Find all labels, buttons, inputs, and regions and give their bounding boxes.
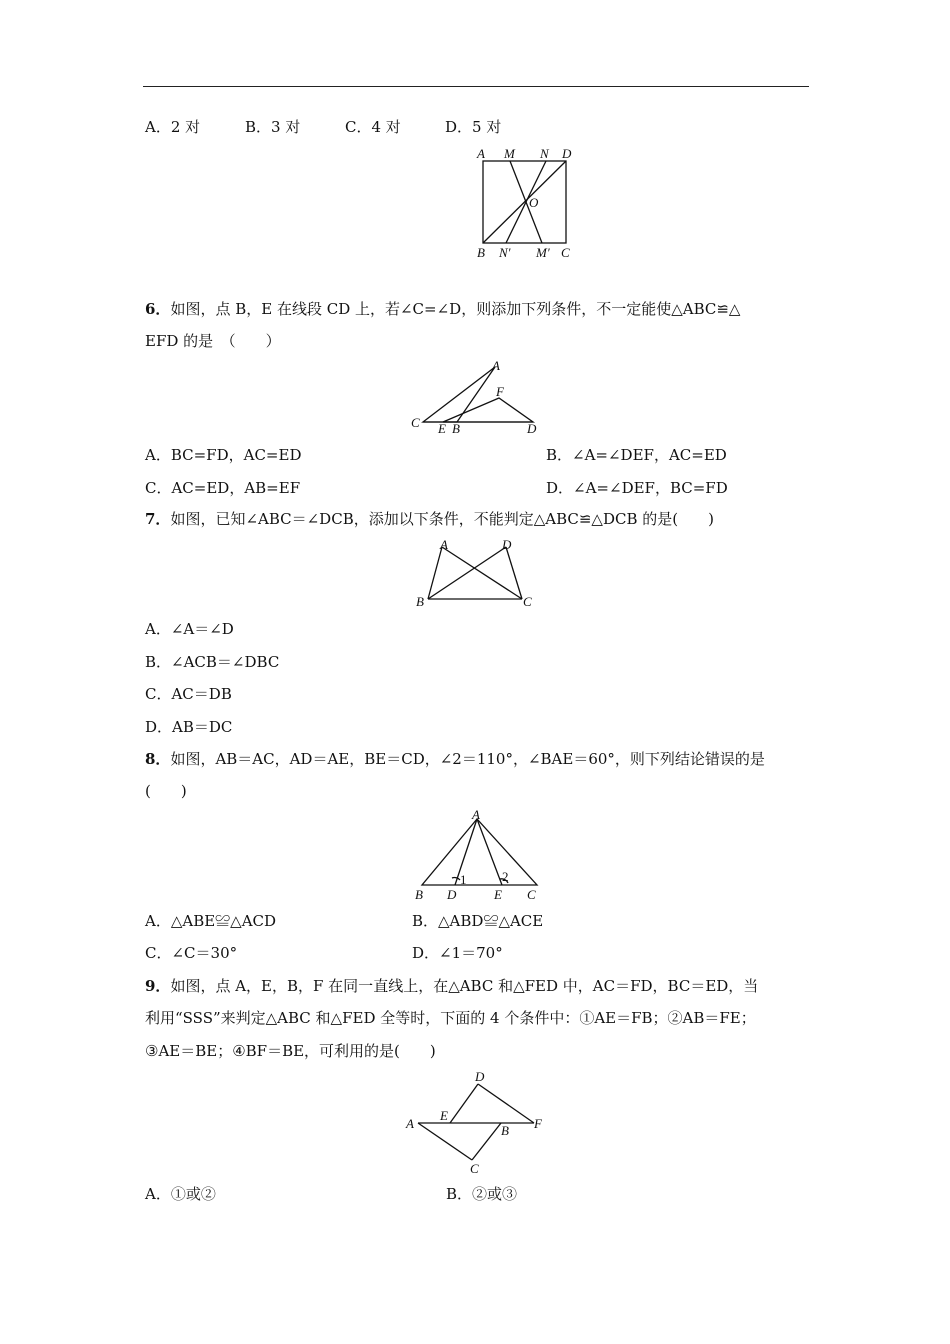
angle-1-arc xyxy=(452,877,460,880)
q8-option-b: B．△ABD≌△ACE xyxy=(412,912,544,930)
q6-stem-line1: 如图，点 B，E 在线段 CD 上，若∠C=∠D，则添加下列条件，不一定能使△ABC≌△ xyxy=(170,300,741,318)
label-e: E xyxy=(438,421,446,436)
q6-stem-line2: EFD 的是 （ ） xyxy=(145,332,281,350)
q6-triangle-figure xyxy=(405,355,555,440)
segment-ac xyxy=(442,547,522,599)
q8-stem xyxy=(145,749,765,769)
label-c: C xyxy=(411,415,420,430)
q5-option-c: C．4 对 xyxy=(345,118,401,136)
label-a: A xyxy=(472,807,480,822)
label-d: D xyxy=(527,421,537,436)
label-b: B xyxy=(415,887,423,902)
label-e: E xyxy=(440,1108,448,1123)
q6-option-b: B．∠A=∠DEF，AC=ED xyxy=(546,446,727,464)
q8-number: 8． xyxy=(145,750,171,768)
segment-ae xyxy=(477,819,502,885)
label-a: A xyxy=(440,537,448,552)
q5-option-a: A．2 对 xyxy=(145,118,201,136)
q7-stem-line1: 如图，已知∠ABC＝∠DCB，添加以下条件，不能判定△ABC≌△DCB 的是( ) xyxy=(170,510,714,528)
header-rule xyxy=(143,86,809,87)
q6-stem xyxy=(145,299,740,319)
q9-stem-line1: 如图，点 A，E，B，F 在同一直线上，在△ABC 和△FED 中，AC＝FD，BC＝ED，当 xyxy=(170,977,759,995)
q7-option-d: D．AB＝DC xyxy=(145,718,233,736)
label-m-prime: M′ xyxy=(536,245,550,260)
label-b: B xyxy=(477,245,485,260)
triangle-efd xyxy=(443,398,533,422)
segment-dc xyxy=(506,547,522,599)
triangle-abc xyxy=(422,819,537,885)
q9-option-a: A．①或② xyxy=(145,1185,216,1203)
label-n: N xyxy=(540,146,549,161)
label-c: C xyxy=(523,594,532,609)
label-f: F xyxy=(496,384,504,399)
label-o: O xyxy=(529,195,539,210)
label-b: B xyxy=(452,421,460,436)
q7-number: 7． xyxy=(145,510,171,528)
segment-ac xyxy=(418,1123,472,1160)
q5-square-figure xyxy=(470,143,580,263)
q6-option-a: A．BC=FD，AC=ED xyxy=(145,446,302,464)
q8-stem-line2: ( ) xyxy=(145,782,187,800)
label-m: M xyxy=(504,146,515,161)
q7-quadrilateral-figure xyxy=(410,535,540,613)
q6-option-d: D．∠A=∠DEF，BC=FD xyxy=(546,479,728,497)
q9-number: 9． xyxy=(145,977,171,995)
segment-ed xyxy=(450,1084,478,1123)
label-a: A xyxy=(406,1116,414,1131)
q9-parallelogram-figure xyxy=(400,1065,560,1180)
q8-option-a: A．△ABE≌△ACD xyxy=(145,912,277,930)
label-b: B xyxy=(416,594,424,609)
label-e: E xyxy=(494,887,502,902)
q7-stem xyxy=(145,509,714,529)
q7-option-b: B．∠ACB＝∠DBC xyxy=(145,653,280,671)
q6-number: 6． xyxy=(145,300,171,318)
label-f: F xyxy=(534,1116,542,1131)
label-c: C xyxy=(561,245,570,260)
q9-stem-line2: 利用“SSS”来判定△ABC 和△FED 全等时，下面的 4 个条件中：①AE＝FB；②AB＝FE； xyxy=(145,1009,756,1027)
segment-df xyxy=(478,1084,534,1123)
segment-nn xyxy=(506,161,546,243)
triangle-abc xyxy=(423,367,495,422)
q5-option-d: D．5 对 xyxy=(445,118,502,136)
label-a: A xyxy=(477,146,485,161)
q8-triangle-figure xyxy=(405,805,555,905)
q5-option-b: B．3 对 xyxy=(245,118,301,136)
label-b: B xyxy=(501,1123,509,1138)
label-angle-2: 2 xyxy=(502,869,509,884)
segment-cb xyxy=(472,1123,501,1160)
label-d: D xyxy=(447,887,457,902)
label-a: A xyxy=(492,358,500,373)
label-c: C xyxy=(527,887,536,902)
q8-option-c: C．∠C＝30° xyxy=(145,944,238,962)
q9-stem xyxy=(145,976,758,996)
segment-bd xyxy=(483,161,566,243)
label-angle-1: 1 xyxy=(460,872,467,887)
label-d: D xyxy=(502,537,512,552)
q9-option-b: B．②或③ xyxy=(446,1185,518,1203)
q8-option-d: D．∠1＝70° xyxy=(412,944,503,962)
label-n-prime: N′ xyxy=(499,245,511,260)
q9-stem-line3: ③AE＝BE；④BF＝BE，可利用的是( ) xyxy=(145,1042,436,1060)
label-d: D xyxy=(562,146,572,161)
label-c: C xyxy=(470,1161,479,1176)
label-d: D xyxy=(475,1069,485,1084)
q8-stem-line1: 如图，AB＝AC，AD＝AE，BE＝CD，∠2＝110°，∠BAE＝60°，则下列结论错误的是 xyxy=(170,750,765,768)
q6-option-c: C．AC=ED，AB=EF xyxy=(145,479,301,497)
q7-option-c: C．AC＝DB xyxy=(145,685,232,703)
q7-option-a: A．∠A＝∠D xyxy=(145,620,234,638)
